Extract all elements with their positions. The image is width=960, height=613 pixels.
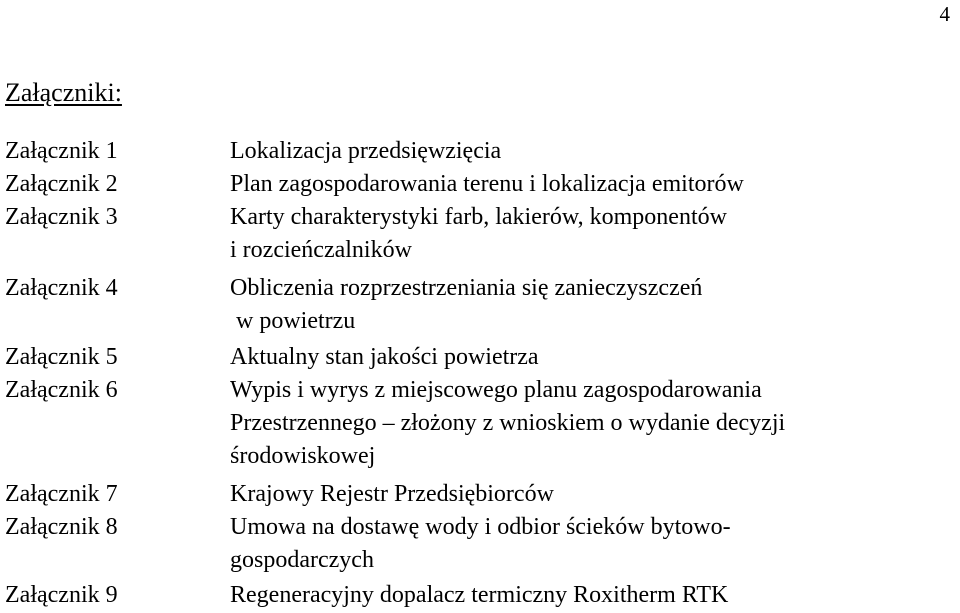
description-line: Umowa na dostawę wody i odbior ścieków bytowo-: [230, 514, 731, 540]
attachment-description: [230, 135, 501, 168]
attachments-heading: Załączniki:: [5, 78, 122, 107]
attachment-label: Załącznik 9: [5, 582, 118, 608]
attachment-description: [230, 511, 731, 577]
description-line: środowiskowej: [230, 443, 376, 469]
attachment-description: [230, 201, 727, 267]
description-line: Regeneracyjny dopalacz termiczny Roxitherm RTK: [230, 582, 729, 608]
attachment-label: Załącznik 3: [5, 204, 118, 230]
attachment-label: Załącznik 7: [5, 481, 118, 507]
description-line: Lokalizacja przedsięwzięcia: [230, 138, 502, 164]
page-number: 4: [939, 2, 950, 26]
attachment-label: Załącznik 1: [5, 138, 118, 164]
attachment-label: Załącznik 8: [5, 514, 118, 540]
attachment-description: [230, 478, 554, 511]
attachment-label: Załącznik 6: [5, 377, 118, 403]
attachment-description: [230, 168, 744, 201]
description-line: i rozcieńczalników: [230, 237, 412, 263]
attachment-description: [230, 579, 728, 612]
attachment-description: [230, 341, 539, 374]
attachment-description: [230, 272, 702, 338]
description-line: Wypis i wyrys z miejscowego planu zagospodarowania: [230, 377, 762, 403]
attachment-description: [230, 374, 785, 473]
description-line: Plan zagospodarowania terenu i lokalizacja emitorów: [230, 171, 744, 197]
description-line: Przestrzennego – złożony z wnioskiem o wydanie decyzji: [230, 410, 786, 436]
description-line: Obliczenia rozprzestrzeniania się zanieczyszczeń: [230, 275, 703, 301]
attachment-label: Załącznik 2: [5, 171, 118, 197]
description-line: w powietrzu: [230, 308, 356, 334]
description-line: Karty charakterystyki farb, lakierów, komponentów: [230, 204, 727, 230]
attachment-label: Załącznik 4: [5, 275, 118, 301]
description-line: Krajowy Rejestr Przedsiębiorców: [230, 481, 554, 507]
description-line: Aktualny stan jakości powietrza: [230, 344, 539, 370]
description-line: gospodarczych: [230, 547, 374, 573]
attachment-label: Załącznik 5: [5, 344, 118, 370]
